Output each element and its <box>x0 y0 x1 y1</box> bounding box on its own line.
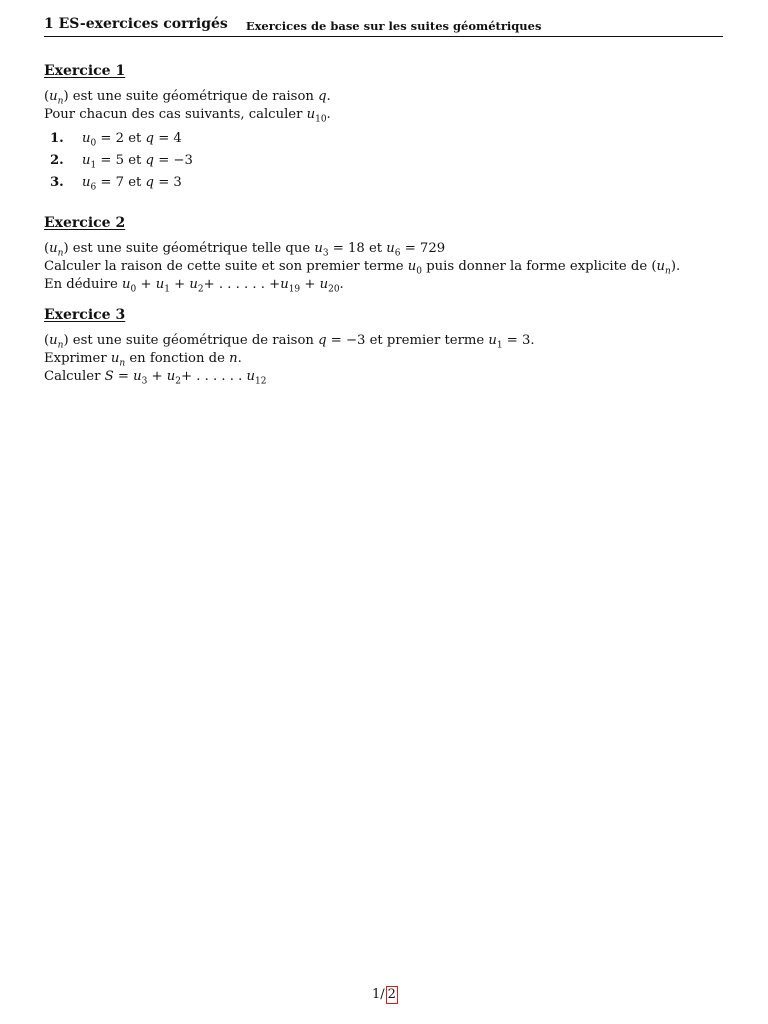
math-u: u <box>166 369 176 384</box>
math-subscript: 1 <box>90 160 97 171</box>
math-subscript: 12 <box>255 376 267 387</box>
math-u: u <box>82 153 91 168</box>
exercise-3-line-3 <box>44 368 266 391</box>
text-fragment: . <box>339 277 344 292</box>
math-u: u <box>386 241 395 256</box>
text-fragment: = 7 et <box>96 175 146 190</box>
text-fragment: ( <box>44 333 50 348</box>
math-subscript: n <box>57 340 64 351</box>
text-fragment: ) est une suite géométrique de raison <box>63 89 319 104</box>
math-subscript: 1 <box>496 340 503 351</box>
text-fragment: + . . . . . . <box>180 369 247 384</box>
text-fragment: En déduire <box>44 277 123 292</box>
math-subscript: 2 <box>197 284 204 295</box>
text-fragment: . <box>326 107 331 122</box>
text-fragment: + <box>147 369 167 384</box>
page-total-link[interactable]: 2 <box>387 987 396 1002</box>
exercise-2-title: Exercice 2 <box>44 215 126 231</box>
list-item <box>50 130 650 152</box>
math-subscript: 0 <box>416 266 423 277</box>
list-item <box>50 174 650 196</box>
math-u: u <box>246 369 256 384</box>
math-S: S <box>104 369 114 384</box>
math-subscript: n <box>665 266 671 277</box>
math-subscript: 1 <box>164 284 170 295</box>
math-u: u <box>82 131 91 146</box>
list-number: 2. <box>50 153 64 168</box>
text-fragment: + . . . . . . + <box>203 277 281 292</box>
math-u: u <box>407 259 417 274</box>
list-number: 1. <box>50 131 64 146</box>
math-u: u <box>314 241 323 256</box>
math-subscript: 3 <box>322 248 329 259</box>
text-fragment: Calculer la raison de cette suite et son premier terme <box>44 259 408 274</box>
math-u: u <box>306 107 316 122</box>
math-subscript: n <box>119 358 126 369</box>
text-fragment: = 5 et <box>96 153 146 168</box>
list-item <box>50 152 650 174</box>
page-current: 1 <box>372 987 381 1002</box>
math-subscript: n <box>57 96 64 107</box>
text-fragment: en fonction de <box>125 351 230 366</box>
math-u: u <box>49 89 58 104</box>
math-subscript: 3 <box>141 376 148 387</box>
exercise-1-title: Exercice 1 <box>44 63 126 79</box>
math-u: u <box>49 333 58 348</box>
text-fragment: Exprimer <box>44 351 111 366</box>
math-u: u <box>82 175 91 190</box>
text-fragment: ( <box>44 89 50 104</box>
page-header <box>44 14 723 37</box>
text-fragment: ) est une suite géométrique de raison <box>63 333 319 348</box>
math-u: u <box>122 277 131 292</box>
math-subscript: 19 <box>288 284 301 295</box>
math-subscript: 0 <box>90 138 97 149</box>
math-u: u <box>49 241 58 256</box>
math-u: u <box>280 277 289 292</box>
text-fragment: = 2 et <box>96 131 146 146</box>
math-u: u <box>110 351 120 366</box>
text-fragment: = <box>113 369 134 384</box>
exercise-1-line-2 <box>44 106 331 129</box>
math-u: u <box>319 277 329 292</box>
page-separator: / <box>380 987 385 1002</box>
text-fragment: ( <box>44 241 50 256</box>
math-subscript: n <box>57 248 64 259</box>
math-subscript: 6 <box>90 182 97 193</box>
text-fragment: = 4 <box>154 131 182 146</box>
math-q: q <box>318 89 327 104</box>
math-u: u <box>133 369 142 384</box>
math-u: u <box>656 259 666 274</box>
text-fragment: = 729 <box>400 241 446 256</box>
header-left: 1 ES-exercices corrigés <box>44 16 228 32</box>
header-right: Exercices de base sur les suites géométriques <box>245 19 542 33</box>
text-fragment: puis donner la forme explicite de ( <box>422 259 657 274</box>
math-subscript: 2 <box>175 376 181 387</box>
text-fragment: + <box>300 277 320 292</box>
exercise-2-line-3 <box>44 276 344 299</box>
math-subscript: 10 <box>315 114 327 125</box>
math-q: q <box>145 153 154 168</box>
text-fragment: = 3 <box>154 175 182 190</box>
list-number: 3. <box>50 175 64 190</box>
text-fragment: = 18 et <box>328 241 387 256</box>
math-subscript: 0 <box>130 284 137 295</box>
page-number <box>372 986 398 1004</box>
text-fragment: = 3. <box>502 333 535 348</box>
text-fragment: Pour chacun des cas suivants, calculer <box>44 107 307 122</box>
text-fragment: + <box>169 277 190 292</box>
text-fragment: = −3 <box>154 153 193 168</box>
text-fragment: ). <box>670 259 681 274</box>
math-q: q <box>145 131 154 146</box>
math-u: u <box>488 333 497 348</box>
text-fragment: = −3 et premier terme <box>326 333 489 348</box>
math-subscript: 6 <box>394 248 401 259</box>
exercise-3-title: Exercice 3 <box>44 307 126 323</box>
text-fragment: Calculer <box>44 369 105 384</box>
math-q: q <box>145 175 154 190</box>
text-fragment: + <box>136 277 156 292</box>
text-fragment: . <box>326 89 331 104</box>
text-fragment: ) est une suite géométrique telle que <box>63 241 315 256</box>
exercise-1-list <box>50 130 650 196</box>
math-q: q <box>318 333 327 348</box>
math-u: u <box>155 277 165 292</box>
math-n: n <box>229 351 238 366</box>
text-fragment: . <box>237 351 242 366</box>
math-u: u <box>189 277 198 292</box>
math-subscript: 20 <box>328 284 340 295</box>
